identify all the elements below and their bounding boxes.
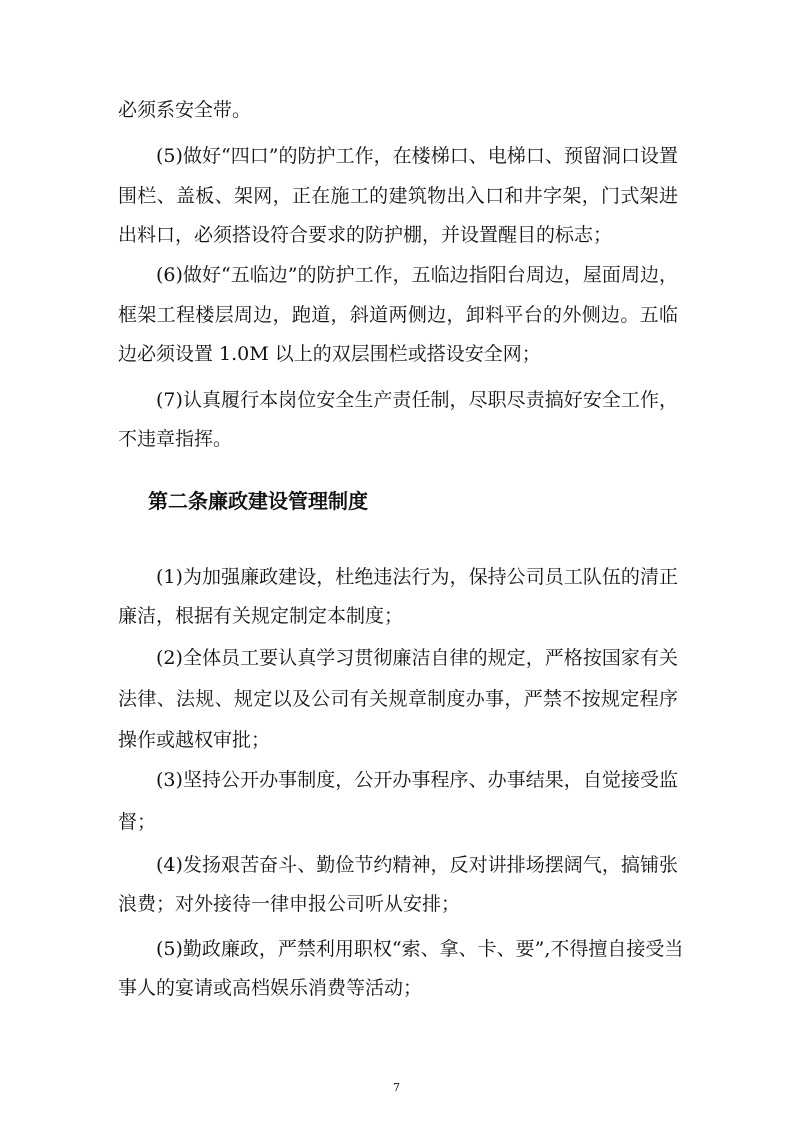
text-line: (5)做好“四口”的防护工作，在楼梯口、电梯口、预留洞口设置: [156, 145, 678, 167]
text-line: 法律、法规、规定以及公司有关规章制度办事，严禁不按规定程序: [118, 688, 678, 710]
text-line: 事人的宴请或高档娱乐消费等活动；: [118, 977, 423, 999]
text-line: (1)为加强廉政建设，杜绝违法行为，保持公司员工队伍的清正: [156, 566, 678, 588]
page-number: 7: [393, 1081, 400, 1094]
text-line: (5)勤政廉政，严禁利用职权“索、拿、卡、要”,不得擅自接受当: [156, 938, 684, 960]
text-line: 边必须设置 1.0M 以上的双层围栏或搭设安全网；: [118, 343, 541, 365]
text-line: 围栏、盖板、架网，正在施工的建筑物出入口和井字架，门式架进: [118, 185, 678, 207]
text-line: 督；: [118, 811, 157, 833]
text-line: (6)做好“五临边”的防护工作，五临边指阳台周边，屋面周边，: [156, 264, 678, 286]
text-line: (3)坚持公开办事制度，公开办事程序、办事结果，自觉接受监: [156, 769, 678, 791]
text-line: 必须系安全带。: [118, 99, 252, 121]
text-line: (2)全体员工要认真学习贯彻廉洁自律的规定，严格按国家有关: [156, 647, 678, 669]
section-heading: 第二条廉政建设管理制度: [148, 489, 368, 513]
text-line: 廉洁，根据有关规定制定本制度；: [118, 605, 404, 627]
text-line: 不违章指挥。: [118, 428, 233, 450]
text-line: (7)认真履行本岗位安全生产责任制，尽职尽责搞好安全工作，: [156, 389, 678, 411]
text-line: 出料口，必须搭设符合要求的防护棚，并设置醒目的标志；: [118, 224, 613, 246]
text-line: 操作或越权审批；: [118, 729, 271, 751]
text-line: (4)发扬艰苦奋斗、勤俭节约精神，反对讲排场摆阔气，搞铺张: [156, 854, 678, 876]
text-line: 浪费；对外接待一律申报公司听从安排；: [118, 893, 461, 915]
text-line: 框架工程楼层周边，跑道，斜道两侧边，卸料平台的外侧边。五临: [118, 304, 678, 326]
